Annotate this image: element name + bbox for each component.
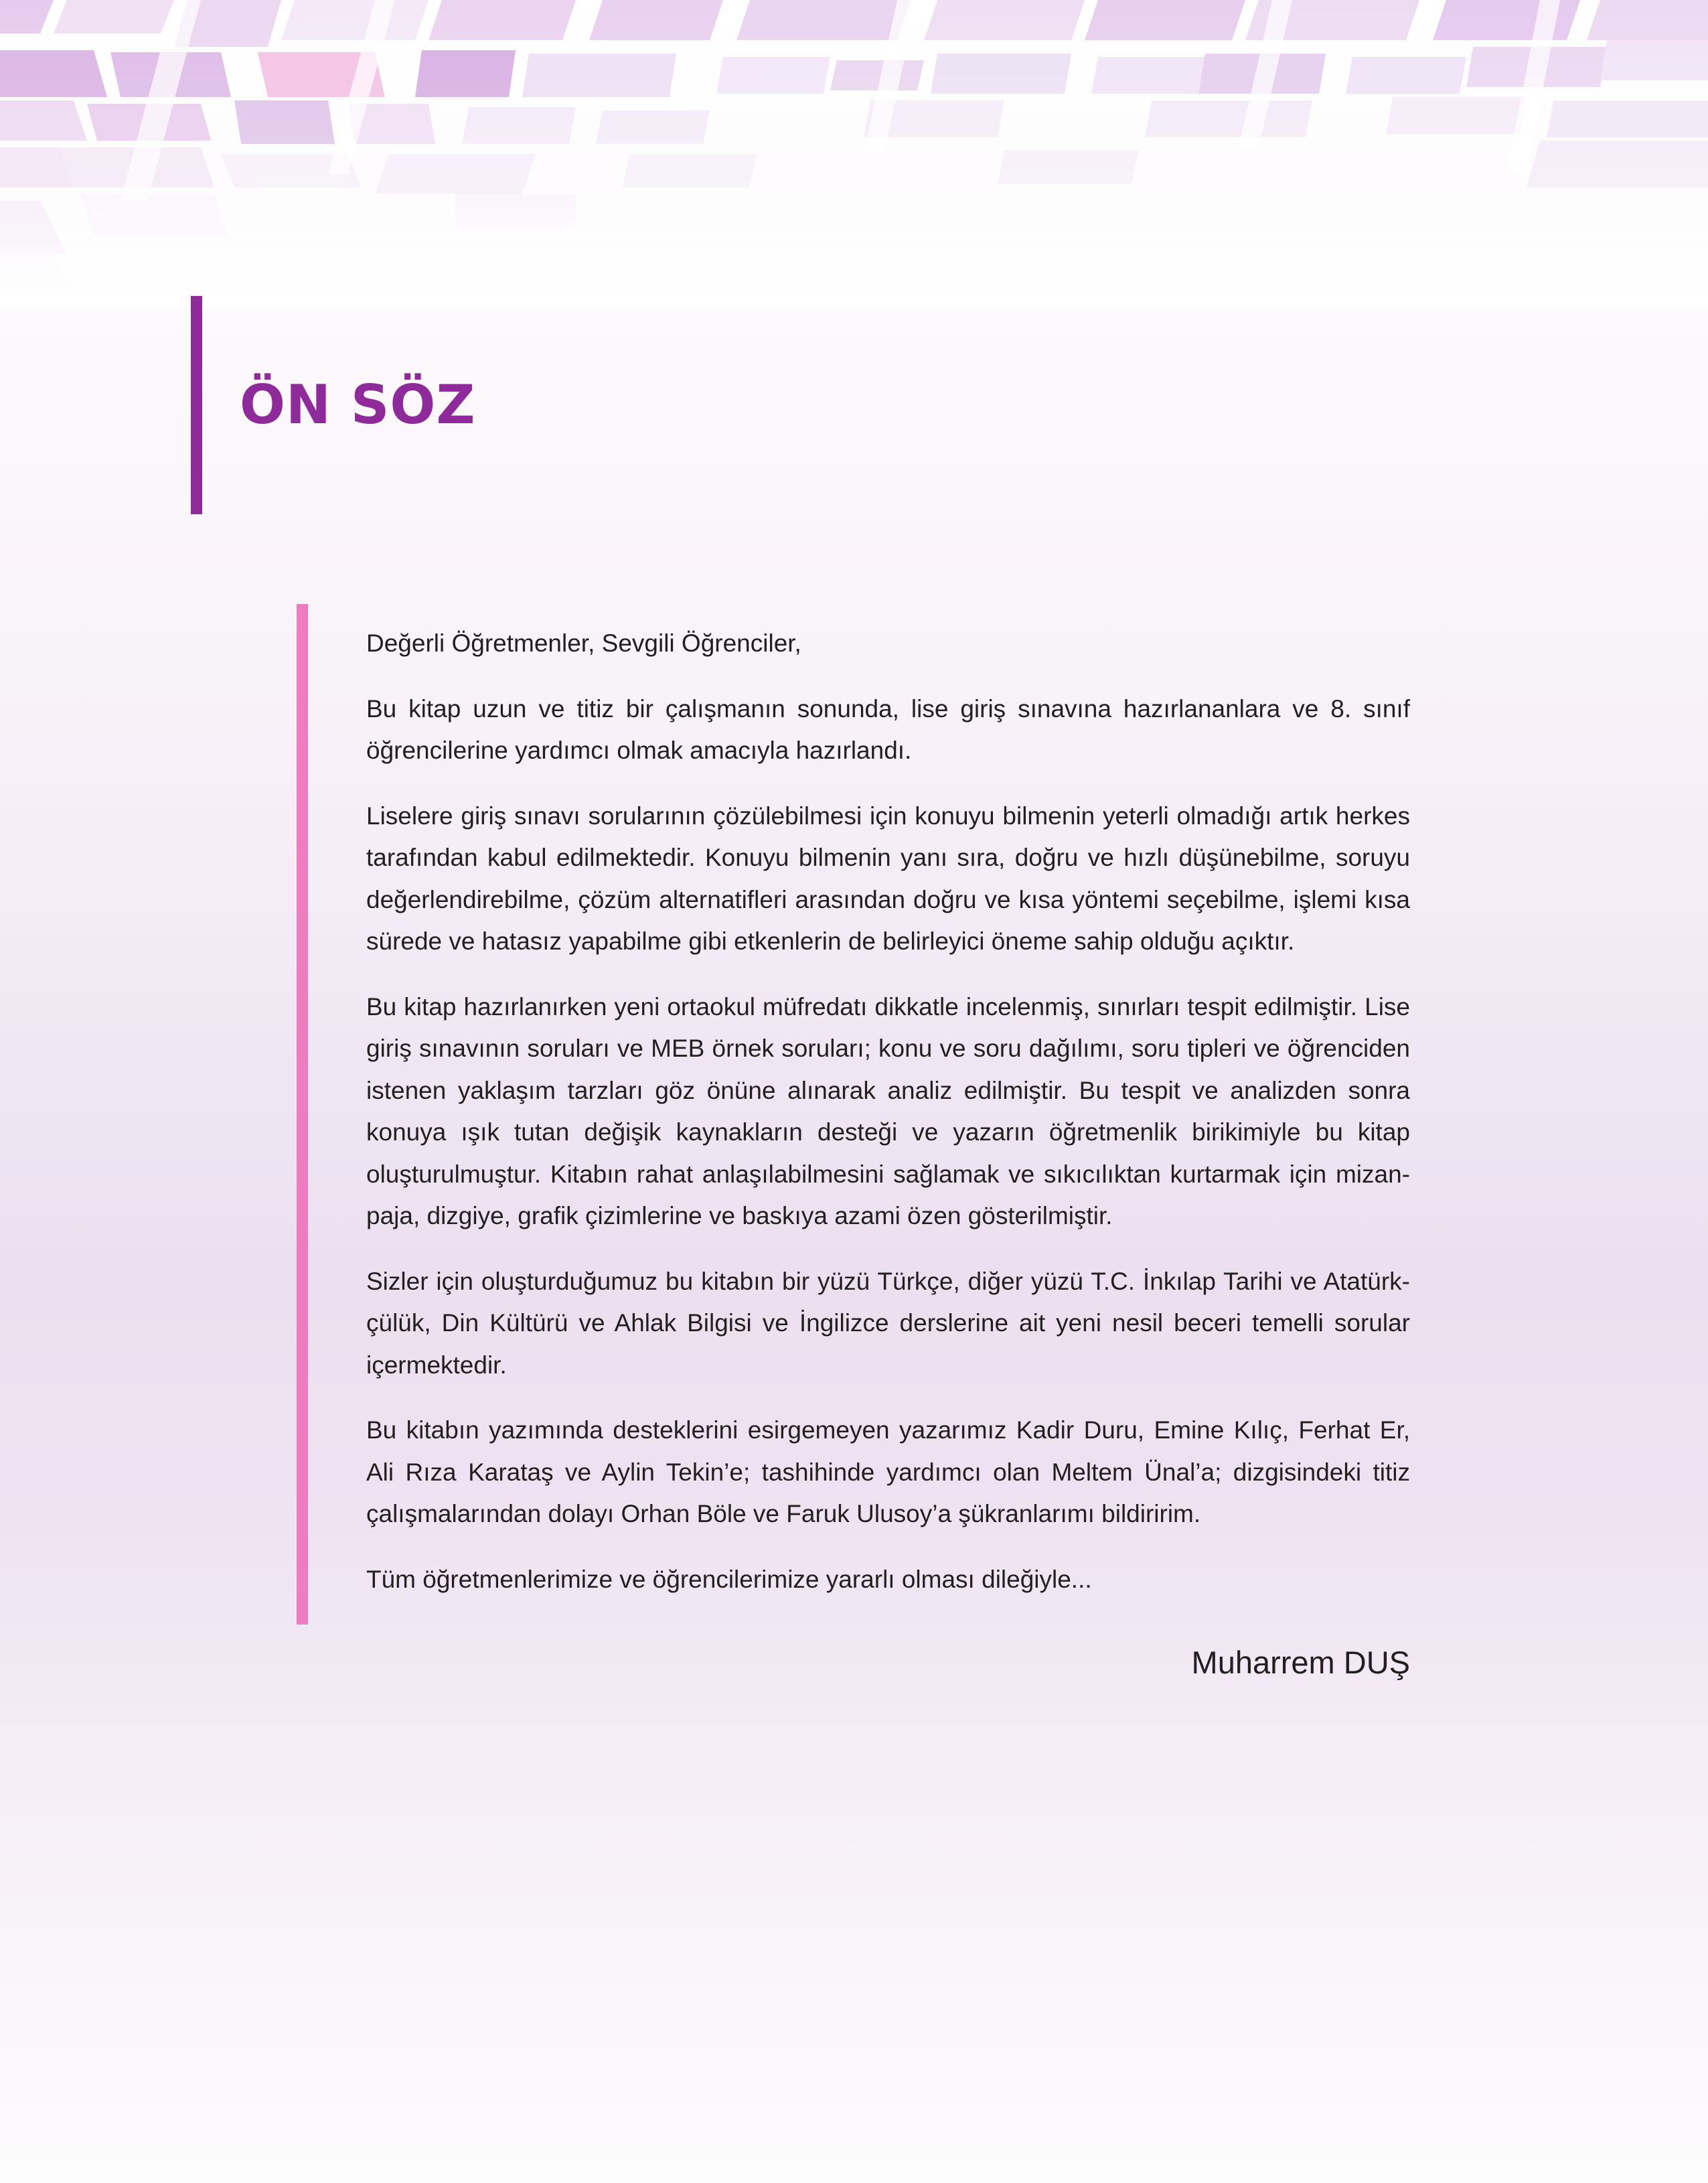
paragraph: Bu kitabın yazımında desteklerini esirgemeyen yazarımız Kadir Duru, Emine Kılıç, Ferhat Er, Ali Rıza Karataş ve Aylin Tekin’e; tashihinde yardımcı olan Meltem Ünal’a; dizgisindeki titiz çalışmalarından dolayı Orhan Böle ve Faruk Ulusoy’a şükranlarımı bildiririm.: [366, 1416, 1410, 1527]
decorative-header-banner: [0, 0, 1708, 308]
closing-line: Tüm öğretmenlerimize ve öğrencilerimize yararlı olması dileğiyle...: [366, 1565, 1092, 1593]
title-accent-bar: [191, 296, 202, 514]
paragraph: Bu kitap uzun ve titiz bir çalışmanın sonunda, lise giriş sınavına hazırlananlara ve 8. sınıf öğrencilerine yardımcı olmak amacıyla hazırlandı.: [366, 694, 1410, 764]
page-title: ÖN SÖZ: [240, 374, 476, 436]
paragraph: Bu kitap hazırlanırken yeni ortaokul müfredatı dikkatle incelenmiş, sınırları tespit edilmiştir. Lise giriş sınavının soruları ve MEB örnek soruları; konu ve soru dağılımı, soru tipleri ve öğrenciden istenen yaklaşım tarzları göz önüne alınarak analiz edilmiştir. Bu tespit ve analizden sonra konuya ışık tutan değişik kaynakların desteği ve yazarın öğretmenlik birikimiyle bu kitap oluşturulmuştur. Kitabın rahat anlaşılabilmesini sağlamak ve sıkıcılıktan kurtarmak için mizanpaja, dizgiye, grafik çizimlerine ve baskıya azami özen gösterilmiştir.: [366, 992, 1410, 1229]
paragraph: Liselere giriş sınavı sorularının çözülebilmesi için konuyu bilmenin yeterli olmadığı artık herkes tarafından kabul edilmektedir. Konuyu bilmenin yanı sıra, doğru ve hızlı düşünebilme, soruyu değerlendirebilme, çözüm alternatifleri arasından doğru ve kısa yöntemi seçebilme, işlemi kısa sürede ve hatasız yapabilme gibi etkenlerin de belirleyici öneme sahip olduğu açıktır.: [366, 802, 1410, 955]
body-accent-bar: [297, 604, 308, 1625]
salutation: Değerli Öğretmenler, Sevgili Öğrenciler,: [366, 629, 801, 657]
preface-body: [366, 623, 1410, 1624]
author-signature: Muharrem DUŞ: [1191, 1645, 1410, 1680]
paragraph: Sizler için oluşturduğumuz bu kitabın bir yüzü Türkçe, diğer yüzü T.C. İnkılap Tarihi ve Atatürkçülük, Din Kültürü ve Ahlak Bilgisi ve İngilizce derslerine ait yeni nesil beceri temelli sorular içermektedir.: [366, 1267, 1410, 1379]
